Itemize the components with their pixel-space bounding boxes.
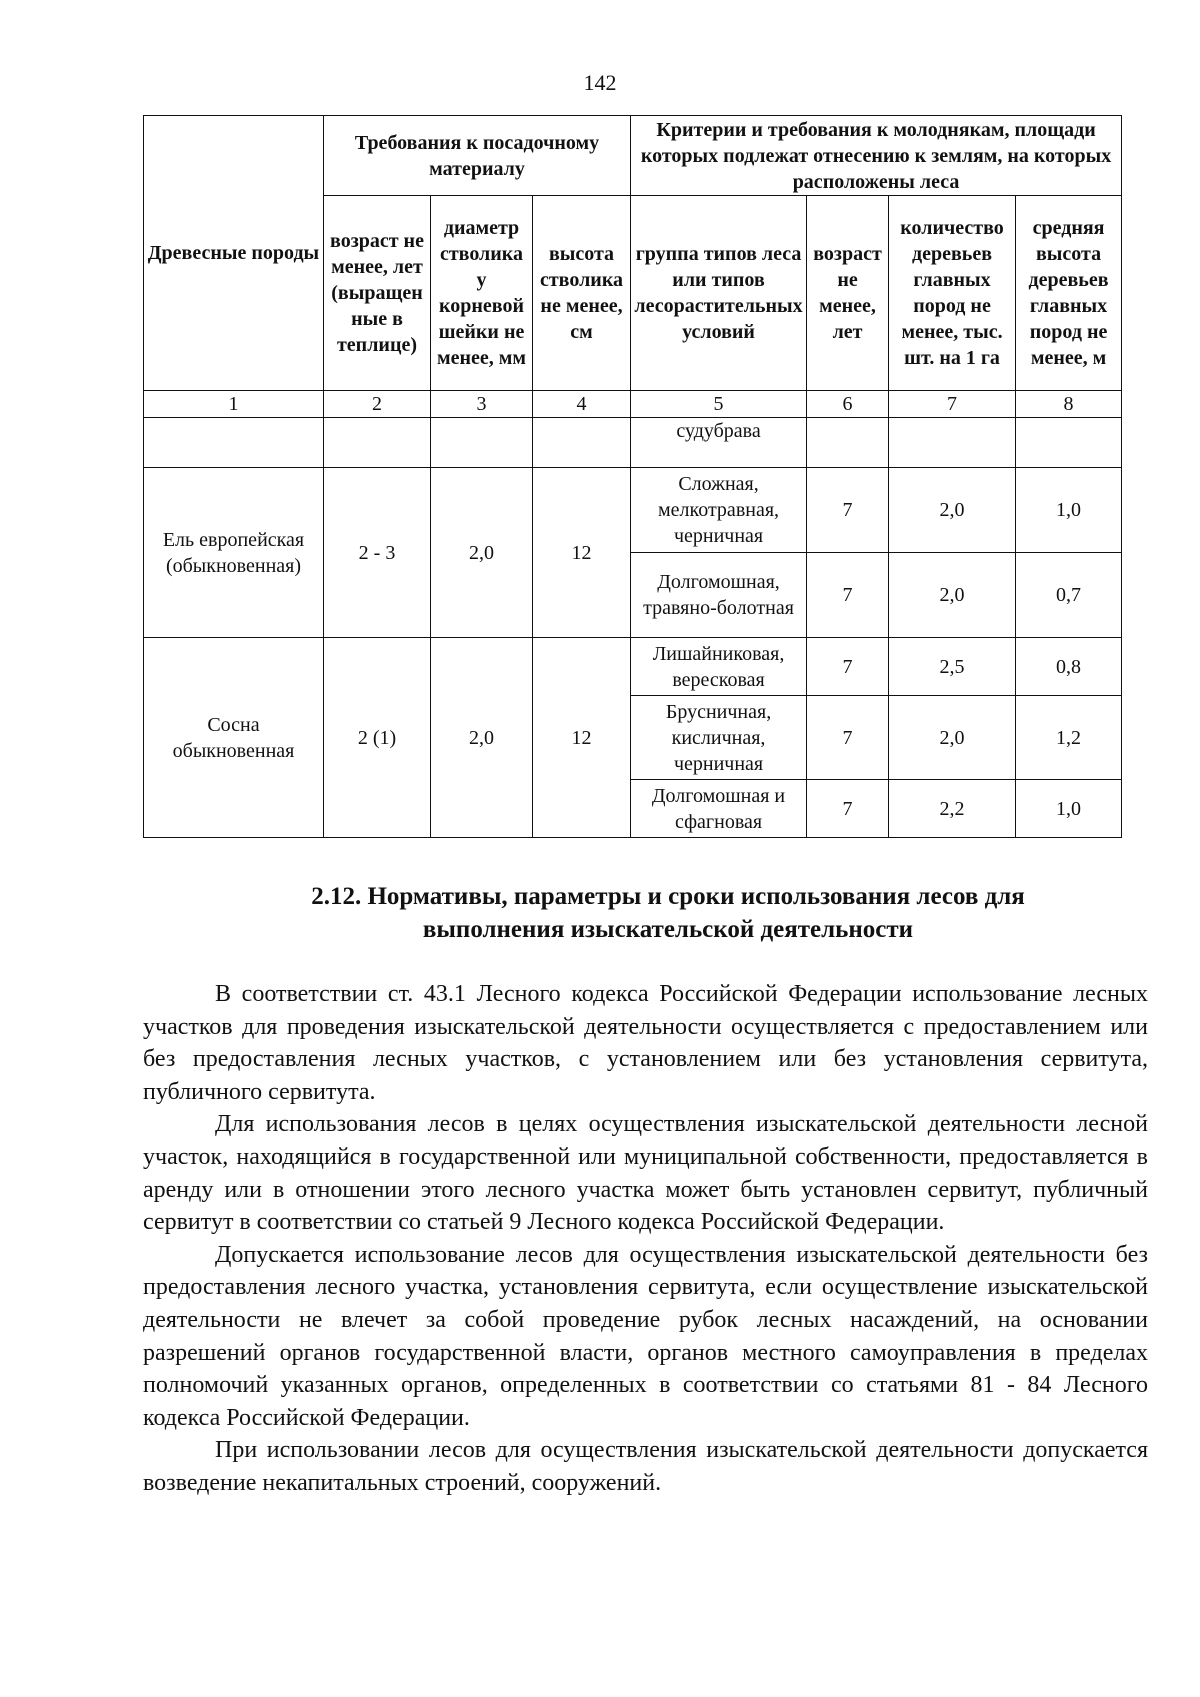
column-number: 3 [431, 391, 533, 418]
cell-tree-count: 2,5 [889, 638, 1016, 696]
header-tree-count: количество деревьев главных пород не менее, тыс. шт. на 1 га [889, 196, 1016, 391]
cell-avg-height: 0,8 [1016, 638, 1122, 696]
cell-avg-height: 1,0 [1016, 468, 1122, 553]
paragraph: Допускается использование лесов для осуществления изыскательской деятельности без предоставления лесного участка, установления сервитута, если осуществление изыскательской деятельности не влечет за собой проведение рубок лесных насаждений, на основании разрешений органов государственной власти, органов местного самоуправления в пределах полномочий указанных органов, определенных в соответствии со статьями 81 - 84 Лесного кодекса Российской Федерации. [143, 1241, 1148, 1431]
cell-forest-type: Долгомошная и сфагновая [631, 780, 807, 838]
section-heading-line: выполнения изыскательской деятельности [422, 916, 914, 943]
paragraph: В соответствии ст. 43.1 Лесного кодекса Российской Федерации использование лесных участков для проведения изыскательской деятельности осуществляется с предоставлением или без предоставления лесных участков, с установлением или без установления сервитута, публичного сервитута. [143, 981, 1148, 1105]
cell-species-pine: Сосна обыкновенная [144, 638, 324, 838]
cell-empty [533, 418, 631, 468]
cell-tree-count: 2,2 [889, 780, 1016, 838]
cell-diameter: 2,0 [431, 468, 533, 638]
table-row [144, 468, 1122, 553]
cell-forest-type: судубрава [631, 418, 807, 468]
cell-planting-age: 2 - 3 [324, 468, 431, 638]
header-planting-material: Требования к посадочному материалу [324, 116, 631, 196]
column-number: 7 [889, 391, 1016, 418]
table-row [144, 418, 1122, 468]
cell-forest-type: Брусничная, кисличная, черничная [631, 696, 807, 780]
cell-tree-count: 2,0 [889, 553, 1016, 638]
header-avg-height: средняя высота деревьев главных пород не менее, м [1016, 196, 1122, 391]
header-young-age: возраст не менее, лет [807, 196, 889, 391]
cell-empty [431, 418, 533, 468]
header-height: высота стволика не менее, см [533, 196, 631, 391]
norms-table [143, 115, 1122, 838]
cell-empty [1016, 418, 1122, 468]
cell-young-age: 7 [807, 638, 889, 696]
cell-empty [889, 418, 1016, 468]
paragraph: Для использования лесов в целях осуществления изыскательской деятельности лесной участок, находящийся в государственной или муниципальной собственности, предоставляется в аренду или в отношении этого лесного участка может быть установлен сервитут, публичный сервитут в соответствии со статьей 9 Лесного кодекса Российской Федерации. [143, 1111, 1148, 1236]
cell-planting-age: 2 (1) [324, 638, 431, 838]
cell-forest-type: Лишайниковая, вересковая [631, 638, 807, 696]
column-number: 5 [631, 391, 807, 418]
page-number: 142 [583, 70, 617, 95]
cell-height: 12 [533, 468, 631, 638]
cell-young-age: 7 [807, 468, 889, 553]
header-forest-type: группа типов леса или типов лесорастительных условий [631, 196, 807, 391]
column-number: 1 [144, 391, 324, 418]
column-number: 2 [324, 391, 431, 418]
cell-empty [324, 418, 431, 468]
section-heading-line: 2.12. Нормативы, параметры и сроки использования лесов для [311, 883, 1025, 910]
cell-young-age: 7 [807, 780, 889, 838]
table-row [144, 638, 1122, 696]
cell-empty [144, 418, 324, 468]
cell-avg-height: 1,2 [1016, 696, 1122, 780]
column-number: 6 [807, 391, 889, 418]
cell-empty [807, 418, 889, 468]
cell-species-spruce: Ель европейская (обыкновенная) [144, 468, 324, 638]
column-number: 4 [533, 391, 631, 418]
cell-young-age: 7 [807, 696, 889, 780]
cell-avg-height: 1,0 [1016, 780, 1122, 838]
section-heading [143, 880, 1193, 946]
header-age: возраст не менее, лет (выращенные в теплице) [324, 196, 431, 391]
cell-height: 12 [533, 638, 631, 838]
header-species: Древесные породы [144, 116, 324, 391]
cell-diameter: 2,0 [431, 638, 533, 838]
column-number: 8 [1016, 391, 1122, 418]
column-number-row [144, 391, 1122, 418]
cell-tree-count: 2,0 [889, 696, 1016, 780]
cell-young-age: 7 [807, 553, 889, 638]
paragraph: При использовании лесов для осуществления изыскательской деятельности допускается возведение некапитальных строений, сооружений. [143, 1437, 1148, 1496]
section-body [143, 978, 1148, 1500]
header-diameter: диаметр стволика у корневой шейки не менее, мм [431, 196, 533, 391]
cell-forest-type: Сложная, мелкотравная, черничная [631, 468, 807, 553]
cell-avg-height: 0,7 [1016, 553, 1122, 638]
cell-tree-count: 2,0 [889, 468, 1016, 553]
header-young-stands: Критерии и требования к молоднякам, площади которых подлежат отнесению к землям, на которых расположены леса [631, 116, 1122, 196]
cell-forest-type: Долгомошная, травяно-болотная [631, 553, 807, 638]
